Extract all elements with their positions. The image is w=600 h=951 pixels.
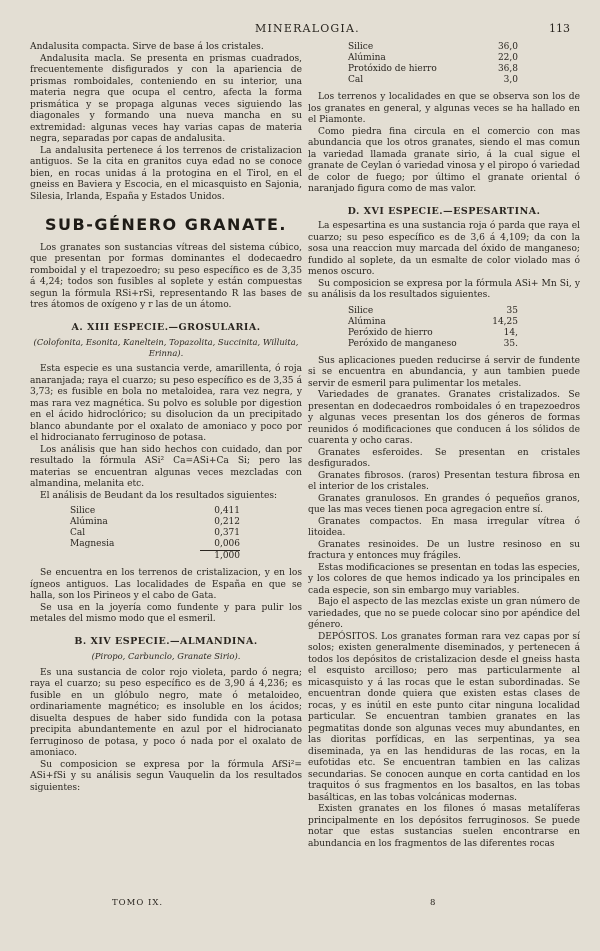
table-row bbox=[348, 328, 518, 339]
table-row bbox=[70, 506, 240, 517]
analysis-value: 35 bbox=[506, 305, 518, 316]
paragraph: Los análisis que han sido hechos con cuidado, dan por resultado la fórmula ASi² Ca=ASi+Ca Si; pero las materias se encuentran algunas veces mezcladas con almandina, melanita etc. bbox=[30, 444, 302, 489]
paragraph: DEPÓSITOS. Los granates forman rara vez capas por sí solos; existen generalmente diseminados, y pertenecen á todos los depósitos de cristalizacion desde el gneiss hasta el esquisto arcilloso; pero mas particularmente al micasquisto y á las rocas que le estan subordinadas. Se encuentran donde quiera que existen estas clases de rocas, y es inútil en este punto citar ninguna localidad particular. Se encuentran tambien granates en las pegmatitas donde son algunas veces muy abundantes, en las dioritas porfídicas, en las serpentinas, ya sea diseminada, ya en las hendiduras de las rocas, en la eufotidas etc. Se encuentran tambien en las calizas secundarias. Se conocen aunque en corta cantidad en los traquitos ó sus fragmentos en los basaltos, en las tobas basálticas, en las tobas volcánicas modernas. bbox=[308, 631, 580, 803]
analysis-name: Silice bbox=[70, 506, 96, 516]
analysis-total: 1,000 bbox=[214, 551, 240, 561]
paragraph: Bajo el aspecto de las mezclas existe un gran número de variedades, que no se puede colocar sino por apéndice del género. bbox=[308, 597, 580, 630]
paragraph: Andalusita compacta. Sirve de base á los cristales. bbox=[30, 42, 264, 52]
paragraph: Granates esferoides. Se presentan en cristales desfigurados. bbox=[308, 447, 580, 469]
analysis-name: Protóxido de hierro bbox=[348, 64, 437, 74]
analysis-name: Cal bbox=[70, 528, 86, 538]
paragraph: Estas modificaciones se presentan en todas las especies, y los colores de que hemos indicado ya los principales en cada especie, son sin embargo muy variables. bbox=[308, 562, 580, 596]
analysis-name: Magnesia bbox=[70, 539, 115, 550]
paragraph: Los terrenos y localidades en que se observa son los de los granates en general, y algunas veces se ha hallado en el Piamonte. bbox=[308, 92, 580, 125]
analysis-value: 14,25 bbox=[492, 316, 518, 327]
signature-mark: 8 bbox=[430, 898, 436, 908]
table-row bbox=[70, 539, 240, 551]
analysis-name: Silice bbox=[348, 42, 374, 52]
table-row bbox=[348, 53, 518, 64]
analysis-name: Cal bbox=[348, 75, 364, 85]
analysis-value: 22,0 bbox=[497, 53, 518, 63]
paragraph: Como piedra fina circula en el comercio con mas abundancia que los otros granates, siendo el mas comun la variedad llamada granate sirio, á la cual sigue el granate de Ceylan ó variedad vinosa y el piropo ó variedad de color de fuego; por último el granate oriental ó naranjado figura como de mas valor. bbox=[308, 126, 580, 194]
analysis-name: Peróxido de hierro bbox=[348, 327, 433, 338]
species-heading: D. XVI ESPECIE.—ESPESARTINA. bbox=[347, 205, 541, 217]
paragraph: Su composicion se expresa por la fórmula ASi+ Mn Si, y su análisis da los resultados siguientes. bbox=[308, 278, 580, 300]
paragraph: El análisis de Beudant da los resultados siguientes: bbox=[40, 490, 278, 501]
volume-label: TOMO IX. bbox=[112, 898, 164, 908]
left-column bbox=[30, 42, 302, 794]
paragraph: Granates compactos. En masa irregular vítrea ó litoidea. bbox=[308, 516, 580, 538]
paragraph: Granates granulosos. En grandes ó pequeños granos, que las mas veces tienen poca agregacion entre sí. bbox=[308, 493, 580, 515]
analysis-name: Alúmina bbox=[70, 517, 108, 527]
running-header bbox=[0, 22, 600, 36]
synonyms: (Piropo, Carbunclo, Granate Sirio). bbox=[91, 651, 241, 661]
analysis-value: 35. bbox=[503, 338, 518, 349]
table-row bbox=[70, 551, 240, 562]
analysis-value: 0,371 bbox=[214, 528, 240, 538]
analysis-value: 0,212 bbox=[214, 517, 240, 527]
paragraph: Andalusita macla. Se presenta en prismas cuadrados, frecuentemente disfigurados y con la apariencia de prismas romboidales, conteniendo en su interior, una materia negra que ocupa el centro, afecta la forma prismática y se propaga algunas veces siguiendo las diagonales y formando una nueva mancha en su extremidad: algunas veces hay varias capas de materia negra, separadas por capas de andalusita. bbox=[30, 53, 302, 144]
paragraph: Existen granates en los filones ó masas metalíferas principalmente en los depósitos ferruginosos. Se puede notar que estas sustancias suelen encontrarse en abundancia en los fragmentos de las diferentes rocas bbox=[308, 804, 580, 849]
analysis-table bbox=[348, 306, 518, 350]
table-row bbox=[70, 517, 240, 528]
paragraph: Se usa en la joyería como fundente y para pulir los metales del mismo modo que el esmeril. bbox=[30, 602, 302, 624]
table-row bbox=[348, 75, 518, 86]
analysis-table bbox=[348, 42, 518, 86]
analysis-name: Silice bbox=[348, 305, 374, 316]
analysis-value: 0,411 bbox=[214, 506, 240, 516]
paragraph: La andalusita pertenece á los terrenos de cristalizacion antiguos. Se la cita en granitos cuya edad no se conoce bien, en rocas unidas á la protogina en el Tirol, en el gneiss en Baviera y Escocia, en el micasquisto en Sajonia, Silesia, Irlanda, España y Estados Unidos. bbox=[30, 145, 302, 202]
analysis-value: 3,0 bbox=[503, 75, 518, 85]
page-number: 113 bbox=[549, 22, 570, 35]
analysis-value: 14, bbox=[503, 327, 518, 338]
page-footer bbox=[0, 898, 600, 910]
paragraph: Esta especie es una sustancia verde, amarillenta, ó roja anaranjada; raya el cuarzo; su peso específico es de 3,35 á 3,73; es fusible en bola no metaloidea, rara vez negra, y mas rara vez magnética. Su polvo es soluble por digestion en el ácido hidroclórico; su disolucion da un precipitado blanco abundante por el oxalato de amoniaco y poco por el hidrocianato ferruginoso de potasa. bbox=[30, 364, 302, 443]
synonyms: (Colofonita, Esonita, Kaneltein, Topazolita, Succinita, Willuita, Erinna). bbox=[33, 337, 299, 358]
paragraph: Su composicion se expresa por la fórmula AfSi²= ASi+fSi y su análisis segun Vauquelin da los resultados siguientes: bbox=[30, 759, 302, 793]
analysis-name: Alúmina bbox=[348, 316, 386, 327]
table-row bbox=[348, 306, 518, 317]
table-row bbox=[348, 64, 518, 75]
species-heading: A. XIII ESPECIE.—GROSULARIA. bbox=[71, 321, 261, 333]
running-title: MINERALOGIA. bbox=[255, 22, 360, 35]
paragraph: Granates fibrosos. (raros) Presentan testura fibrosa en el interior de los cristales. bbox=[308, 470, 580, 492]
paragraph: Granates resinoides. De un lustre resinoso en su fractura y entonces muy frágiles. bbox=[308, 539, 580, 561]
paragraph: Se encuentra en los terrenos de cristalizacion, y en los ígneos antiguos. Las localidades de España en que se halla, son los Pirineos y el cabo de Gata. bbox=[30, 568, 302, 601]
paragraph: La espesartina es una sustancia roja ó parda que raya el cuarzo; su peso específico es de 3,6 á 4,109; da con la sosa una reaccion muy marcada del óxido de manganeso; fundido al soplete, da un esmalte de color violado mas ó menos oscuro. bbox=[308, 221, 580, 277]
paragraph: Los granates son sustancias vítreas del sistema cúbico, que presentan por formas dominantes el dodecaedro romboidal y el trapezoedro; su peso específico es de 3,35 á 4,24; todos son fusibles al soplete y están compuestas segun la fórmula RSi+rSi, representando R las bases de tres átomos de oxígeno y r las de un átomo. bbox=[30, 242, 302, 310]
table-row bbox=[70, 528, 240, 539]
analysis-value: 36,0 bbox=[497, 42, 518, 52]
right-column bbox=[308, 42, 580, 850]
analysis-table bbox=[70, 506, 240, 562]
paragraph: Sus aplicaciones pueden reducirse á servir de fundente si se encuentra en abundancia, y aun tambien puede servir de esmeril para pulimentar los metales. bbox=[308, 355, 580, 389]
table-row bbox=[348, 42, 518, 53]
paragraph: Variedades de granates. Granates cristalizados. Se presentan en dodecaedros romboidales ó en trapezoedros y algunas veces presentan los dos géneros de formas reunidos ó modificaciones que conducen á los sólidos de cuarenta y ocho caras. bbox=[308, 390, 580, 446]
analysis-name: Alúmina bbox=[348, 53, 386, 63]
table-row bbox=[348, 339, 518, 350]
subgenus-heading: SUB-GÉNERO GRANATE. bbox=[44, 215, 287, 234]
table-row bbox=[348, 317, 518, 328]
analysis-value: 36,8 bbox=[497, 64, 518, 74]
paragraph: Es una sustancia de color rojo violeta, pardo ó negra; raya el cuarzo; su peso específico es de 3,90 á 4,236; es fusible en un glóbulo negro, mate ó metaloideo, ordinariamente magnético; es insoluble en los ácidos; disuelta despues de haber sido fundida con la potasa precipita abundantemente en azul por el hidrocianato ferruginoso de potasa, y poco ó nada por el oxalato de amoniaco. bbox=[30, 667, 302, 758]
analysis-value: 0,006 bbox=[214, 539, 240, 549]
analysis-name: Peróxido de manganeso bbox=[348, 338, 457, 349]
species-heading: B. XIV ESPECIE.—ALMANDINA. bbox=[74, 635, 258, 647]
